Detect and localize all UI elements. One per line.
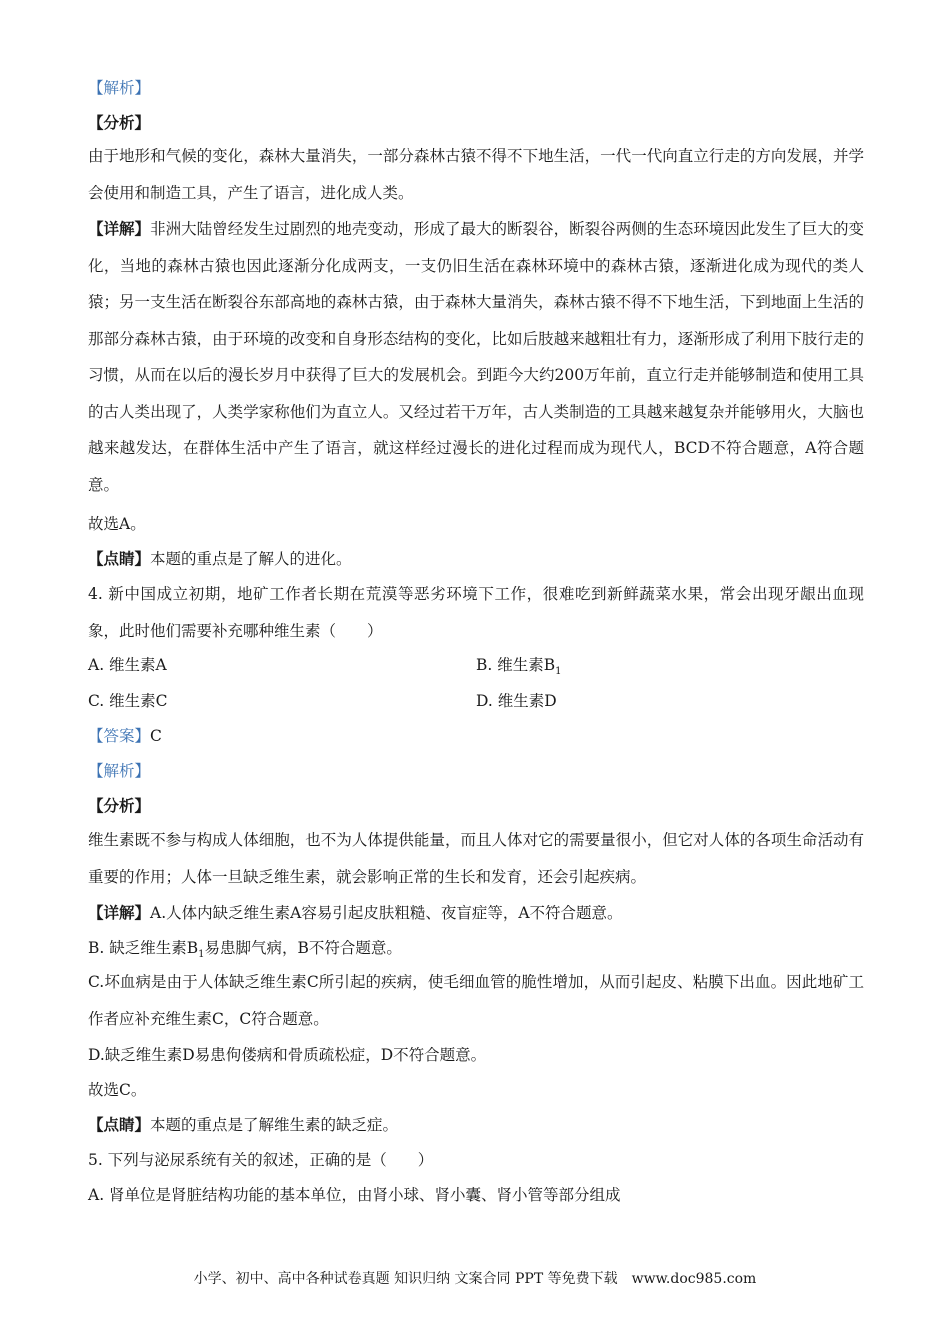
- dianjing-line-q4: [88, 1115, 398, 1135]
- dianjing-tag: 【点睛】: [88, 549, 151, 568]
- q4-option-b-label: B. 维生素B: [476, 656, 556, 674]
- dianjing-line: [88, 549, 352, 569]
- q4-option-b: [476, 655, 562, 682]
- q4-option-a: A. 维生素A: [88, 656, 167, 674]
- answer-tag: 【答案】: [88, 727, 151, 745]
- xiangjie-a-line: [88, 903, 623, 923]
- xiangjie-b-pre: B. 缺乏维生素B: [88, 939, 199, 957]
- xiangjie-b-subscript: 1: [198, 949, 205, 961]
- xiangjie-b-line: [88, 938, 402, 965]
- guxuan-answer-q4: 故选C。: [88, 1081, 147, 1099]
- xiangjie-d: D.缺乏维生素D易患佝偻病和骨质疏松症，D不符合题意。: [88, 1046, 487, 1064]
- fenxi-tag: 【分析】: [88, 113, 151, 132]
- xiangjie-c: C.坏血病是由于人体缺乏维生素C所引起的疾病，使毛细血管的脆性增加，从而引起皮、粘膜下出血。因此地矿工作者应补充维生素C，C符合题意。: [88, 973, 864, 1028]
- fenxi-tag-q4: 【分析】: [88, 796, 151, 815]
- xiangjie-text: 非洲大陆曾经发生过剧烈的地壳变动，形成了最大的断裂谷，断裂谷两侧的生态环境因此发生了巨大的变化，当地的森林古猿也因此逐渐分化成两支，一支仍旧生活在森林环境中的森林古猿，逐渐进化成为现代的类人猿；另一支生活在断裂谷东部高地的森林古猿，由于森林大量消失，森林古猿不得不下地生活，下到地面上生活的那部分森林古猿，由于环境的改变和自身形态结构的变化，比如后肢越来越粗壮有力，逐渐形成了利用下肢行走的习惯，从而在以后的漫长岁月中获得了巨大的发展机会。到距今大约200万年前，直立行走并能够制造和使用工具的古人类出现了，人类学家称他们为直立人。又经过若干万年，古人类制造的工具越来越复杂并能够用火，大脑也越来越发达，在群体生活中产生了语言，就这样经过漫长的进化过程而成为现代人，BCD不符合题意，A符合题意。: [88, 220, 864, 494]
- answer-line: [88, 726, 162, 746]
- page-footer: 小学、初中、高中各种试卷真题 知识归纳 文案合同 PPT 等免费下载 www.doc985.com: [193, 1271, 757, 1287]
- question-5-stem: 5. 下列与泌尿系统有关的叙述，正确的是（ ）: [88, 1151, 434, 1169]
- xiangjie-b-post: 易患脚气病，B不符合题意。: [204, 939, 402, 957]
- jiexi-tag-q4: 【解析】: [88, 762, 151, 780]
- xiangjie-paragraph: [88, 211, 864, 503]
- q4-option-c: C. 维生素C: [88, 692, 168, 710]
- dianjing-tag-q4: 【点睛】: [88, 1115, 151, 1134]
- xiangjie-tag-q4: 【详解】: [88, 903, 151, 922]
- fenxi-text-q4: 维生素既不参与构成人体细胞，也不为人体提供能量，而且人体对它的需要量很小，但它对人体的各项生命活动有重要的作用；人体一旦缺乏维生素，就会影响正常的生长和发育，还会引起疾病。: [88, 831, 864, 886]
- fenxi-text: 由于地形和气候的变化，森林大量消失，一部分森林古猿不得不下地生活，一代一代向直立行走的方向发展，并学会使用和制造工具，产生了语言，进化成人类。: [88, 147, 864, 202]
- question-4-stem: 4. 新中国成立初期，地矿工作者长期在荒漠等恶劣环境下工作，很难吃到新鲜蔬菜水果，常会出现牙龈出血现象，此时他们需要补充哪种维生素（ ）: [88, 585, 864, 640]
- guxuan-answer: 故选A。: [88, 515, 146, 533]
- dianjing-text-q4: 本题的重点是了解维生素的缺乏症。: [150, 1116, 399, 1134]
- q5-option-a: A. 肾单位是肾脏结构功能的基本单位，由肾小球、肾小囊、肾小管等部分组成: [88, 1186, 621, 1204]
- answer-value: C: [150, 727, 162, 745]
- jiexi-tag: 【解析】: [88, 79, 151, 97]
- xiangjie-a: A.人体内缺乏维生素A容易引起皮肤粗糙、夜盲症等，A不符合题意。: [150, 904, 623, 922]
- xiangjie-tag: 【详解】: [88, 219, 151, 238]
- q4-option-b-subscript: 1: [555, 666, 562, 678]
- q4-option-d: D. 维生素D: [476, 692, 557, 710]
- dianjing-text: 本题的重点是了解人的进化。: [150, 550, 352, 568]
